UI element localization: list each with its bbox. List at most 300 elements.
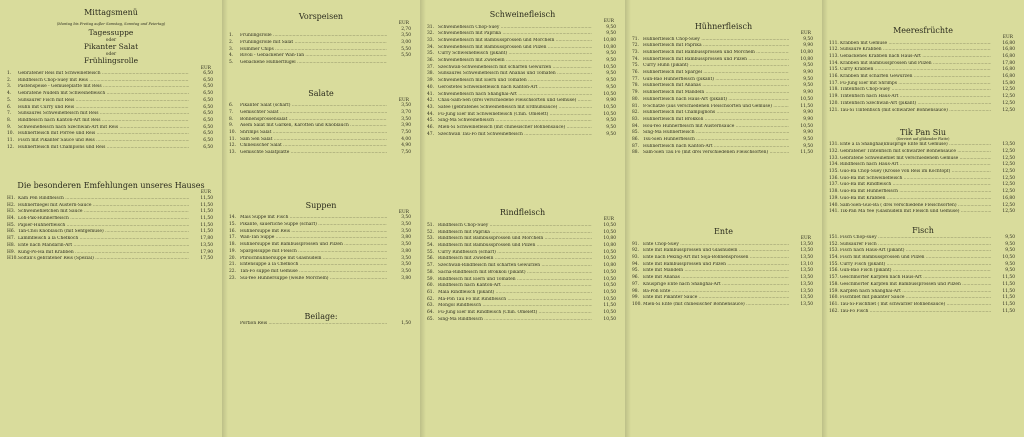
currency-label: EUR [398,21,409,26]
item-price: 9,50 [803,143,813,149]
item-name: Fu-Jung Eier mit Schweinefleisch (Chin. Omelett) ..... [438,112,592,119]
item-number: 10. [7,131,14,137]
item-number: 97. [632,281,639,287]
currency-label: EUR [800,236,811,242]
item-price: 9,50 [606,24,616,30]
item-price: 12,50 [1002,148,1015,154]
item-number: 15. [229,222,236,228]
item-number: 4. [229,53,234,59]
menu-item [829,255,1017,262]
menu-item [7,131,215,138]
item-number: 18. [229,242,236,248]
item-price: 10,50 [603,283,616,289]
item-name: Wan-Tan Suppe ..... [240,235,387,242]
menu-item [427,250,618,257]
menu-item [829,108,1017,115]
item-name: Gun-Bao Hühnerfleisch (pikant) ..... [643,77,789,84]
menu-item [632,110,815,117]
item-price: 10,80 [603,263,616,269]
item-price: 11,50 [1002,295,1015,301]
item-name: Hühnerfleisch mit Mandeln ..... [643,90,789,97]
menu-item [632,117,815,124]
item-price: 4,00 [401,136,411,142]
item-number: 118. [829,87,839,93]
item-number: 75. [632,63,639,69]
lunch-headline: oder [105,37,117,43]
item-number: H1. [7,195,16,201]
item-price: 6,50 [203,104,213,110]
item-number: 159. [829,288,839,294]
menu-item [229,123,413,130]
item-name: Hühnerfleisch mit Bambussprossen und Morcheln ..... [643,50,789,57]
menu-section [427,10,618,138]
menu-item [229,60,413,67]
item-price: 10,50 [603,316,616,322]
item-name: Ente à la Shanghai(knusprige Ente mit Gemüse) ..... [840,142,991,149]
menu-item [632,97,815,104]
item-number: 60. [427,283,434,289]
item-number: 117. [829,80,839,86]
currency-label: EUR [603,217,614,223]
menu-item [7,209,215,216]
menu-item [829,309,1017,316]
item-number: 7. [229,109,234,115]
item-name: Soltan's gebratener Reis (Spezial) ..... [18,256,189,263]
item-price: 13,50 [800,295,813,301]
section-title: Ente [714,227,733,237]
item-number: 64. [427,310,434,316]
menu-item [829,196,1017,203]
item-price: 6,50 [203,131,213,137]
menu-item [229,262,413,269]
item-price: 10,80 [800,49,813,55]
menu-item [7,223,215,230]
item-name: Süßsaurer Fisch mit Reis ..... [18,98,189,105]
item-price: 12,50 [1002,169,1015,175]
item-number: 54. [427,243,434,249]
menu-item [7,125,215,132]
item-price: 10,50 [603,256,616,262]
section-subtitle: (Serviert auf glühender Platte) [896,137,950,142]
item-name: Gemischte Salatplatte ..... [240,150,387,157]
item-name: Rindfleisch mit Paprika ..... [438,230,592,237]
item-price: 11,50 [200,222,213,228]
item-price: 11,50 [1002,308,1015,314]
menu-item [829,47,1017,54]
menu-item [632,43,815,50]
menu-item [427,317,618,324]
item-number: 8. [7,117,12,123]
item-price: 11,50 [1002,275,1015,281]
currency-label: EUR [1002,35,1013,40]
menu-item [229,256,413,263]
item-price: 11,50 [200,195,213,201]
item-number: 36. [427,58,434,64]
item-name: Lammfleisch à la Chefkoch ..... [18,236,189,243]
item-name: Curry Huhn (pikant) ..... [643,63,789,70]
currency-label: EUR [200,190,211,196]
item-price: 13,50 [800,275,813,281]
item-number: 5. [7,97,12,103]
item-name: Tsu-Sien Hühnerfleisch ..... [643,137,789,144]
item-number: 65. [427,316,434,322]
item-price: 10,80 [800,56,813,62]
menu-item [427,85,618,92]
item-number: 6. [229,103,234,109]
item-name: Schweinefleisch mit Eiern und Tomaten ..... [438,78,592,85]
item-name: Gebratene Nudeln mit Schweinefleisch ..... [18,91,189,98]
section-title: Hühnerfleisch [694,22,753,31]
section-title: Rindfleisch [499,208,546,218]
item-number: H9. [7,249,16,255]
item-number: 2. [7,77,12,83]
menu-item [829,101,1017,108]
menu-item [829,94,1017,101]
item-name: Geschmorter Karpfen nach Haus-Art ..... [840,275,991,282]
menu-item [632,83,815,90]
item-number: 157. [829,275,839,281]
menu-item [829,162,1017,169]
item-number: 34. [427,44,434,50]
menu-item [829,209,1017,216]
item-number: 120. [829,100,839,106]
item-number: 154. [829,255,839,261]
item-number: 38. [427,71,434,77]
menu-item-list [829,235,1017,315]
menu-item [632,275,815,282]
item-number: 78. [632,83,639,89]
item-price: 9,90 [803,70,813,76]
menu-item [427,45,618,52]
menu-item [829,268,1017,275]
item-number: 134. [829,162,839,168]
item-name: Frühlingsrolle ..... [240,33,387,40]
item-number: 161. [829,302,839,307]
item-price: 10,50 [603,91,616,97]
lunch-headline: oder [105,51,117,57]
menu-page-5 [822,0,1024,437]
item-number: 44. [427,111,434,117]
menu-section [829,226,1017,315]
item-name: Mongol Rindfleisch ..... [438,303,592,310]
item-name: Ente mit Ananas ..... [643,275,789,282]
menu-item [7,71,215,78]
menu-item [829,189,1017,196]
item-number: 39. [427,78,434,84]
item-number: 91. [632,241,639,247]
item-price: 1,50 [401,321,411,327]
item-name: Hühnersuppe mit Reis ..... [240,229,387,236]
item-price: 11,50 [603,303,616,309]
menu-item [829,295,1017,302]
menu-item [829,262,1017,269]
section-title: Meeresfrüchte [893,26,953,35]
menu-item [7,84,215,91]
item-price: 7,50 [401,130,411,136]
menu-item [427,297,618,304]
menu-item [829,289,1017,296]
menu-item [632,282,815,289]
item-number: 136. [829,175,839,181]
item-name: Curry Rindfleisch (scharf) ..... [438,250,592,257]
item-name: Hühnerfleisch mit Bambussprossen und Pilzen ..... [643,57,789,64]
item-price: 9,50 [803,36,813,42]
item-price: 9,50 [606,31,616,37]
item-price: 9,90 [803,90,813,96]
item-price: 3,80 [401,248,411,254]
menu-item [632,242,815,249]
menu-item [829,74,1017,81]
item-price: 3,50 [401,255,411,261]
item-name: Mien-Si Ente (mit chinesischer Bohnensauce) ..... [643,302,789,309]
item-number: 77. [632,76,639,82]
item-number: 17. [229,235,236,241]
menu-item [229,143,413,150]
menu-item [7,145,215,152]
item-number: 47. [427,131,434,137]
menu-item [427,112,618,119]
item-price: 11,50 [200,202,213,208]
menu-item [229,235,413,242]
item-number: 84. [632,123,639,129]
item-price: 11,50 [200,229,213,235]
item-price: 10,50 [603,104,616,110]
menu-item-list [7,196,215,263]
item-price: 15,80 [1002,80,1015,86]
item-price: 9,50 [606,131,616,137]
section-title: Die besonderen Emfehlungen unseres Hauses [17,181,205,191]
item-number: 9. [229,123,234,129]
menu-item [7,138,215,145]
menu-item [829,87,1017,94]
menu-section [7,181,215,263]
menu-item [427,65,618,72]
item-number: 86. [632,137,639,143]
item-name: Hühnerfleisch Chop-Suey ..... [643,37,789,44]
menu-item [229,47,413,54]
menu-section [632,22,815,157]
menu-item [427,310,618,317]
item-number: 99. [632,295,639,301]
item-price: 10,50 [603,64,616,70]
currency-label: EUR [398,209,409,215]
item-price: 12,50 [1002,100,1015,106]
item-name: Pfirsichhühnersuppe mit Glasnudeln ..... [240,256,387,263]
item-name: Hühnerfilegel mit Austern-Sauce ..... [18,203,189,210]
item-number: 35. [427,51,434,57]
menu-item [427,118,618,125]
item-name: Schweinefleisch mit Bambussprossen und Morcheln ..... [438,38,592,45]
menu-item [229,242,413,249]
menu-item-list [229,215,413,282]
item-price: 10,50 [603,276,616,282]
item-name: Süßsaures Schweinefleisch mit Reis ..... [18,111,189,118]
item-price: 3,80 [401,275,411,281]
item-name: Rindfleisch nach Kanton-Art ..... [438,283,592,290]
item-name: Hühnerfleisch mit Champignons ..... [643,110,789,117]
item-price: 12,50 [1002,209,1015,215]
menu-item [229,249,413,256]
item-name: Curry Fisch (pikant) ..... [840,262,991,269]
item-number: 121. [829,107,839,113]
item-name: Mala Rindfleisch (pikant) ..... [438,290,592,297]
item-price: 3,50 [401,103,411,109]
item-number: 37. [427,64,434,70]
menu-item [632,50,815,57]
menu-item [829,176,1017,183]
item-name: Knusprige Ente nach Shanghai-Art ..... [643,282,789,289]
lunch-headline: Frühlingsrolle [83,56,139,65]
item-number: 88. [632,150,639,156]
item-number: H4. [7,216,16,222]
menu-section [829,128,1017,216]
item-price: 5,50 [401,46,411,52]
menu-item [427,125,618,132]
menu-item [427,303,618,310]
item-number: 21. [229,262,236,268]
item-name: Mais Suppe mit Fisch ..... [240,215,387,222]
item-price: 11,50 [1002,288,1015,294]
item-name: Sing-Ma Schweinefleisch ..... [438,118,592,125]
menu-item [229,321,413,328]
item-price: 13,50 [800,281,813,287]
item-name: Guo-Ba mit Schweinefleisch ..... [840,176,991,183]
item-number: 87. [632,143,639,149]
item-name: Schweinefleisch mit Bambussprossen und Pilzen ..... [438,45,592,52]
item-price: 3,50 [401,33,411,39]
item-price: 9,50 [606,78,616,84]
item-number: 115. [829,67,839,73]
item-price: 17,80 [200,236,213,242]
menu-item [829,248,1017,255]
menu-item [632,268,815,275]
item-name: Süßsaures Schweinefleisch mit Ananas und Tomaten ..... [438,71,592,78]
item-name: Fisch nach Haus-Art (pikant) ..... [840,248,991,255]
menu-item [229,215,413,222]
menu-item [427,38,618,45]
item-name: Fischfilet mit pikanter Sauce ..... [840,295,991,302]
item-name: Tintenfisch Szechwan-Art (pikant) ..... [840,101,991,108]
item-name: Ente nach Peking-Art mit Soja-Bohnensprossen ..... [643,255,789,262]
menu-item [7,203,215,210]
item-name: Gebratene Schweinefilet mit verschiedenem Gemüse ..... [840,156,991,163]
item-number: 116. [829,74,839,80]
menu-item [7,229,215,236]
item-name: Gemischter Salat ..... [240,110,387,117]
item-name: Ma-Poh Tau Fo mit Rindfleisch ..... [438,297,592,304]
item-price: 9,50 [606,51,616,57]
item-price: 10,50 [1002,255,1015,261]
item-name: 8-Schätze (aus verschiedenen Fleischsorten und Gemüse) ..... [643,104,789,111]
item-name: Tan-Choi Knoblauch (mit Senfgemüse) ..... [18,229,189,236]
item-price: 6,50 [203,97,213,103]
item-name: Hummer Chips ..... [240,47,387,54]
item-number: 63. [427,303,434,309]
item-number: 6. [7,104,12,110]
item-number: 46. [427,125,434,131]
item-price: 10,50 [603,249,616,255]
item-price: 9,90 [606,98,616,104]
menu-item-list [7,71,215,151]
item-name: Guo-Ba Chop-Suey (Krosse von Reis im Kochtopf) ..... [840,169,991,176]
item-price: 9,50 [1005,234,1015,240]
item-name: Fu-Jung Eier mit Rindfleisch (Chin. Omelett) ..... [438,310,592,317]
item-name: Tau-Fo Fisch ..... [840,309,991,316]
item-name: Sam-Sien-Guo-Ba ( drei verschiedene Fleischsorten) ..... [840,203,991,210]
item-price: 9,50 [606,71,616,77]
item-price: 6,50 [203,138,213,144]
item-price: 16,80 [1002,47,1015,53]
item-price: 10,50 [603,222,616,228]
menu-section [7,8,215,151]
menu-item [829,235,1017,242]
item-name: Süßsaurer Fisch ..... [840,242,991,249]
menu-item-list [427,25,618,139]
menu-page-1 [0,0,222,437]
item-number: 10. [229,130,236,136]
item-number: 162. [829,308,839,314]
menu-item [229,130,413,137]
menu-item [7,111,215,118]
item-price: 12,50 [1002,87,1015,93]
item-number: 141. [829,209,839,215]
item-number: H7. [7,236,16,242]
item-price: 11,50 [1002,281,1015,287]
item-number: H8. [7,242,16,248]
item-name: Hou-Yeo Hühnerfleisch mit Austernsauce ..... [643,124,789,131]
item-name: Kam Pen Rindfleisch ..... [18,196,189,203]
item-price: 6,50 [203,71,213,76]
menu-item [7,98,215,105]
item-name: Schweinefiletchen mit Sauce ..... [18,209,189,216]
item-price: 10,50 [603,289,616,295]
item-name: Pikanter Salat (scharf) ..... [240,103,387,110]
item-number: 92. [632,248,639,254]
menu-item [829,81,1017,88]
menu-item [632,77,815,84]
item-number: 79. [632,90,639,96]
item-name: Schweinefleisch mit Paprika ..... [438,31,592,38]
item-name: Hühnersuppe mit Bambussprossen und Pilzen ..... [240,242,387,249]
item-number: 23. [229,275,236,281]
item-name: Rindfleisch mit Zwiebeln ..... [438,256,592,263]
menu-item-list [229,321,413,328]
menu-item [427,283,618,290]
item-number: H5. [7,222,16,228]
item-number: 43. [427,104,434,110]
item-number: 112. [829,47,839,53]
menu-item [427,132,618,139]
item-price: 13,50 [800,248,813,254]
item-price: 12,50 [1002,202,1015,208]
item-price: 13,50 [200,242,213,248]
menu-item [229,33,413,40]
item-number: 52. [427,229,434,235]
menu-item [632,90,815,97]
item-number: 156. [829,268,839,274]
item-name: Portion Reis ..... [240,321,387,328]
lunch-headline: Pikanter Salat [83,42,139,51]
item-name: Hühnerfleisch nach Haus-Art (pikant) ..... [643,97,789,104]
item-price: 16,80 [1002,40,1015,46]
item-number: 40. [427,84,434,90]
item-name: Frühlingsrolle mit Salat ..... [240,40,387,47]
item-name: Süßsaure Krabben ..... [840,47,991,54]
item-number: 93. [632,255,639,261]
menu-item [229,40,413,47]
item-number: 59. [427,276,434,282]
item-name: Papier-Hühnerfleisch ..... [18,223,189,230]
